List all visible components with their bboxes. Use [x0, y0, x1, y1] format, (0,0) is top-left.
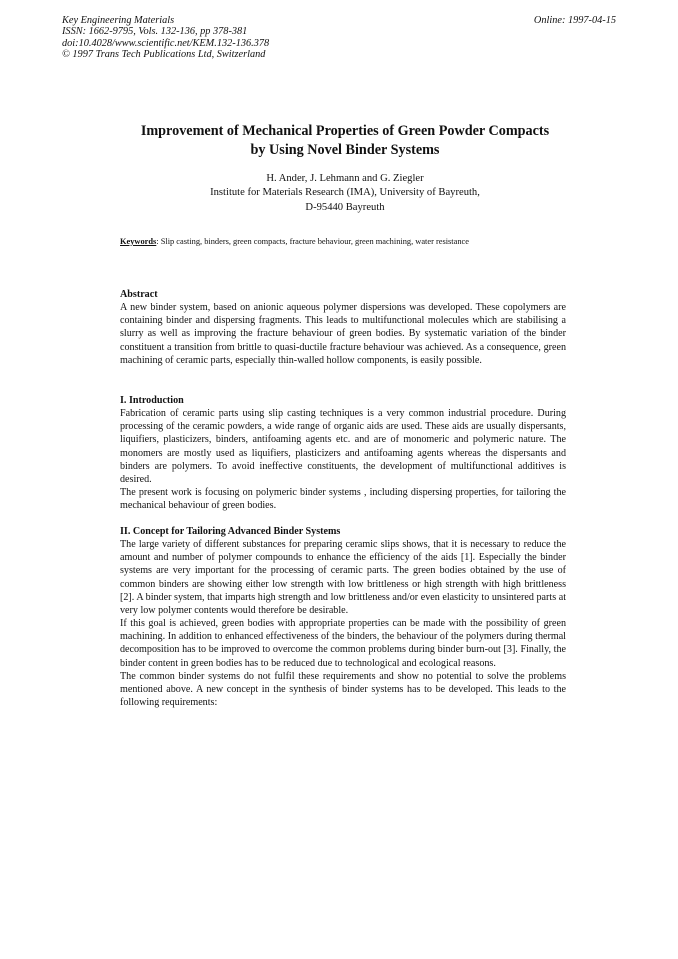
abstract-heading: Abstract	[120, 289, 158, 300]
abstract-section	[120, 288, 566, 367]
issn-line: ISSN: 1662-9795, Vols. 132-136, pp 378-381	[62, 26, 248, 38]
keywords-text: : Slip casting, binders, green compacts, fracture behaviour, green machining, water resistance	[156, 237, 469, 246]
journal-name: Key Engineering Materials	[62, 15, 175, 26]
copyright-line: © 1997 Trans Tech Publications Ltd, Switzerland	[62, 49, 266, 61]
keywords	[120, 237, 570, 246]
journal-header	[62, 15, 269, 61]
author-names: H. Ander, J. Lehmann and G. Ziegler	[266, 173, 424, 184]
title-line-2: by Using Novel Binder Systems	[250, 142, 440, 158]
concept-section	[120, 525, 566, 709]
affiliation: Institute for Materials Research (IMA), University of Bayreuth,	[210, 187, 480, 199]
address: D-95440 Bayreuth	[305, 201, 385, 213]
online-date	[534, 15, 616, 26]
author-block	[80, 172, 610, 215]
introduction-paragraph: Fabrication of ceramic parts using slip casting techniques is a very common industrial procedure. During processing of the ceramic powders, a wide range of organic aids are used. These aids are usually dispersants, liquifiers, plasticizers, binders, antifoaming agents etc. and are of monomeric and polymeric nature. The monomers are mostly used as liquifiers, plasticizers and antifoaming agents whereas the dispersants and binders are polymers. To avoid ineffective constituents, the development of multifunctional additives is desired.	[120, 408, 566, 485]
concept-paragraph: If this goal is achieved, green bodies with appropriate properties can be made with the possibility of green machining. In addition to enhanced effectiveness of the binders, the behaviour of the polymers during thermal decomposition has to be improved to overcome the common problems during binder burn-out [3]. Finally, the binder content in green bodies has to be reduced due to technological and ecological reasons.	[120, 618, 566, 669]
concept-paragraph: The large variety of different substances for preparing ceramic slips shows, that it is necessary to reduce the amount and number of polymer compounds to enhance the efficiency of the aids [1]. Especially the binder systems are very important for the processing of ceramic parts. The green bodies obtained by the use of common binders are showing either low strength with low brittleness or high strength with high brittleness [2]. A binder system, that imparts high strength and low brittleness and/or even elasticity to unsintered parts at very low polymer contents would therefore be desirable.	[120, 539, 566, 616]
online-date-text: Online: 1997-04-15	[533, 15, 616, 26]
concept-paragraph: The common binder systems do not fulfil these requirements and show no potential to solve the problems mentioned above. A new concept in the synthesis of binder systems has to be developed. This leads to the following requirements:	[120, 670, 566, 709]
concept-heading: II. Concept for Tailoring Advanced Binder Systems	[120, 526, 341, 537]
introduction-paragraph: The present work is focusing on polymeric binder systems , including dispersing properties, for tailoring the mechanical behaviour of green bodies.	[120, 487, 566, 512]
doi-line[interactable]: doi:10.4028/www.scientific.net/KEM.132-136.378	[62, 37, 270, 49]
introduction-section	[120, 394, 566, 512]
title-line-1: Improvement of Mechanical Properties of Green Powder Compacts	[140, 123, 550, 139]
paper-title	[80, 122, 610, 160]
abstract-text: A new binder system, based on anionic aqueous polymer dispersions was developed. These copolymers are containing binder and dispersing fragments. This leads to multifunctional molecules which are stabilising a slurry as well as improving the fracture behaviour of green bodies. By systematic variation of the binder constituent a transition from brittle to quasi-ductile fracture behaviour was achieved. As a consequence, green machining of ceramic parts, especially thin-walled hollow components, is easily possible.	[120, 302, 566, 366]
keywords-label: Keywords	[120, 237, 157, 246]
introduction-heading: I. Introduction	[120, 395, 184, 406]
